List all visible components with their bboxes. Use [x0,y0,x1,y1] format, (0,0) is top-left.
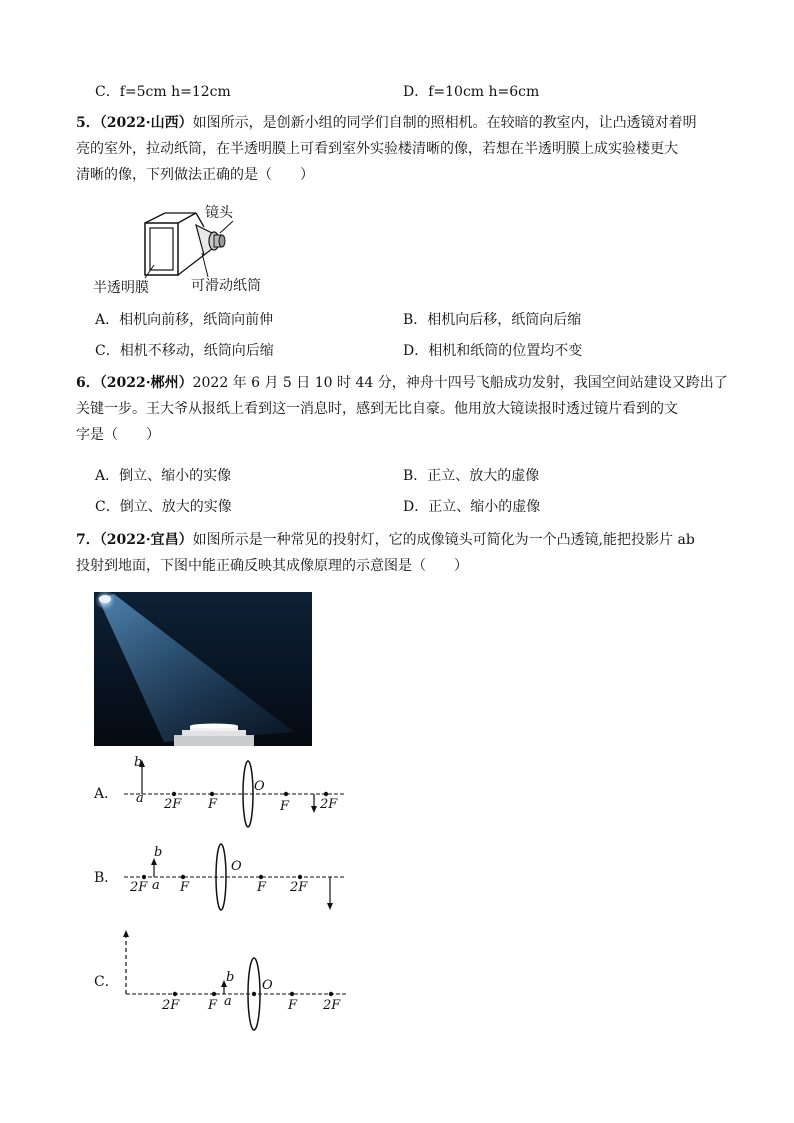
q5-option-c: C．相机不移动，纸筒向后缩 [95,343,274,359]
label-2f-left: 2F [164,797,182,812]
q5-number: 5． [76,115,100,131]
label-f-right: F [257,880,267,895]
film-label: 半透明膜 [93,280,149,296]
q6-option-c: C．倒立、放大的实像 [95,499,232,515]
q7-number: 7． [76,532,100,548]
label-2f-right: 2F [290,880,308,895]
diagram-a-label: A． [94,786,119,802]
q6-number: 6． [76,375,100,391]
q7-diagram-a [94,756,354,832]
q6-option-b: B．正立、放大的虚像 [403,468,540,484]
label-o: O [262,978,273,993]
label-o: O [254,779,265,794]
q6-text-line2: 关键一步。王大爷从报纸上看到这一消息时，感到无比自豪。他用放大镜读报时透过镜片看到的文 [76,401,678,417]
q7-diagram-c [94,928,354,1034]
lens-diagram-c [94,928,354,1034]
q5-camera-figure [90,205,290,300]
label-f-left: F [180,880,190,895]
spotlight-photo [94,592,312,746]
q7-source: （2022·宜昌） [99,532,193,548]
label-b: b [226,970,235,985]
q4-option-d: D．f=10cm h=6cm [403,84,540,100]
label-2f-left: 2F [162,998,180,1013]
label-o: O [231,859,242,874]
tube-label: 可滑动纸筒 [191,278,261,294]
label-a: a [152,878,160,893]
label-b: b [154,845,163,860]
q5-option-a: A．相机向前移，纸筒向前伸 [95,312,274,328]
label-f-left: F [208,998,218,1013]
label-a: a [136,791,144,806]
q6-source: （2022·郴州） [99,375,193,391]
q6-option-d: D．正立、缩小的虚像 [403,499,541,515]
question-6 [76,370,726,448]
label-2f-right: 2F [323,998,341,1013]
label-2f-left: 2F [130,880,148,895]
q7-diagram-b [94,840,354,920]
q5-text-line2: 亮的室外，拉动纸筒，在半透明膜上可看到室外实验楼清晰的像，若想在半透明膜上成实验楼更大 [76,141,678,157]
diagram-c-label: C． [94,974,119,990]
label-b: b [134,755,143,770]
diagram-b-label: B． [94,870,119,886]
q7-text-line1: 如图所示是一种常见的投射灯，它的成像镜头可简化为一个凸透镜,能把投影片 ab [192,532,695,548]
q7-text-line2: 投射到地面，下图中能正确反映其成像原理的示意图是（ ） [76,558,468,574]
label-f-right: F [288,998,298,1013]
lens-diagram-a [94,756,354,832]
label-2f-right: 2F [320,797,338,812]
q4-option-c: C．f=5cm h=12cm [95,84,231,100]
label-f-right: F [280,799,290,814]
q6-text-line3: 字是（ ） [76,427,160,443]
q5-option-d: D．相机和纸筒的位置均不变 [403,343,583,359]
question-5 [76,110,726,188]
q5-source: （2022·山西） [99,115,193,131]
label-f-left: F [208,797,218,812]
lens-label: 镜头 [205,205,233,221]
q5-text-line1: 如图所示，是创新小组的同学们自制的照相机。在较暗的教室内，让凸透镜对着明 [192,115,697,131]
q6-option-a: A．倒立、缩小的实像 [95,468,232,484]
q5-option-b: B．相机向后移，纸筒向后缩 [403,312,582,328]
q6-text-line1: 2022 年 6 月 5 日 10 时 44 分，神舟十四号飞船成功发射，我国空间站建设又跨出了 [192,375,728,391]
question-7 [76,527,726,579]
label-a: a [224,994,232,1009]
q5-text-line3: 清晰的像，下列做法正确的是（ ） [76,167,314,183]
